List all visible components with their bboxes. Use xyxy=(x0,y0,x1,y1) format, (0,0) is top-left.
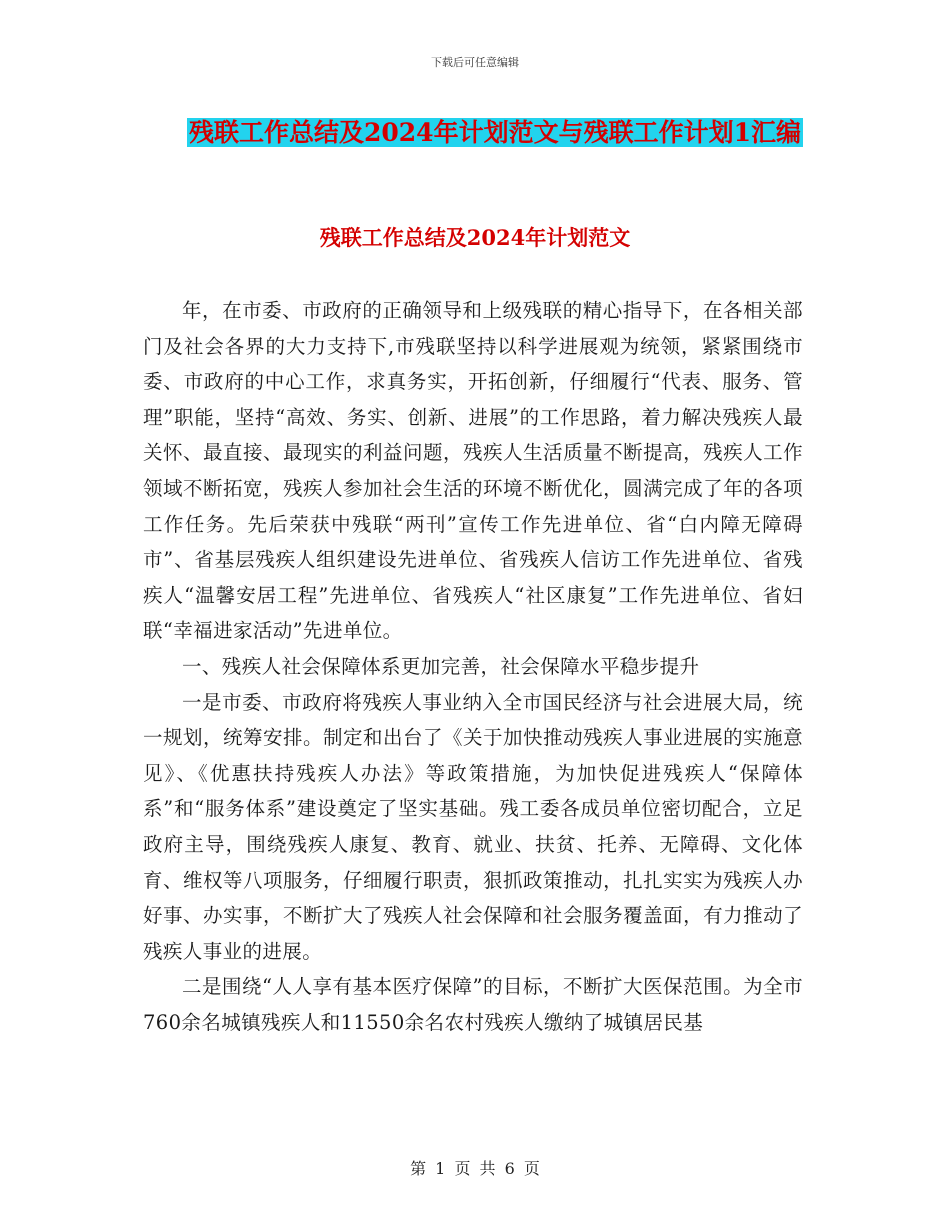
page-number: 第 1 页 共 6 页 xyxy=(410,1159,540,1178)
body-paragraph: 一是市委、市政府将残疾人事业纳入全市国民经济与社会进展大局，统一规划，统筹安排。制定和出台了《关于加快推动残疾人事业进展的实施意见》、《优惠扶持残疾人办法》等政策措施，为加快促进残疾人“保障体系”和“服务体系”建设奠定了坚实基础。残工委各成员单位密切配合，立足政府主导，围绕残疾人康复、教育、就业、扶贫、托养、无障碍、文化体育、维权等八项服务，仔细履行职责，狠抓政策推动，扎扎实实为残疾人办好事、办实事，不断扩大了残疾人社会保障和社会服务覆盖面，有力推动了残疾人事业的进展。 xyxy=(143,690,803,963)
section-title: 残联工作总结及2024年计划范文 xyxy=(319,225,631,250)
document-body xyxy=(143,293,803,1040)
body-paragraph: 一、残疾人社会保障体系更加完善，社会保障水平稳步提升 xyxy=(182,654,700,678)
document-title-text: 残联工作总结及2024年计划范文与残联工作计划1汇编 xyxy=(189,118,801,147)
body-paragraph: 二是围绕“人人享有基本医疗保障”的目标，不断扩大医保范围。为全市760余名城镇残疾人和11550余名农村残疾人缴纳了城镇居民基 xyxy=(143,975,803,1034)
body-paragraph: 年，在市委、市政府的正确领导和上级残联的精心指导下，在各相关部门及社会各界的大力支持下,市残联坚持以科学进展观为统领，紧紧围绕市委、市政府的中心工作，求真务实，开拓创新，仔细履行“代表、服务、管理”职能，坚持“高效、务实、创新、进展”的工作思路，着力解决残疾人最关怀、最直接、最现实的利益问题，残疾人生活质量不断提高，残疾人工作领域不断拓宽，残疾人参加社会生活的环境不断优化，圆满完成了年的各项工作任务。先后荣获中残联“两刊”宣传工作先进单位、省“白内障无障碍市”、省基层残疾人组织建设先进单位、省残疾人信访工作先进单位、省残疾人“温馨安居工程”先进单位、省残疾人“社区康复”工作先进单位、省妇联“幸福进家活动”先进单位。 xyxy=(143,299,803,643)
document-title xyxy=(150,112,840,154)
page-header-note: 下载后可任意编辑 xyxy=(431,56,519,69)
